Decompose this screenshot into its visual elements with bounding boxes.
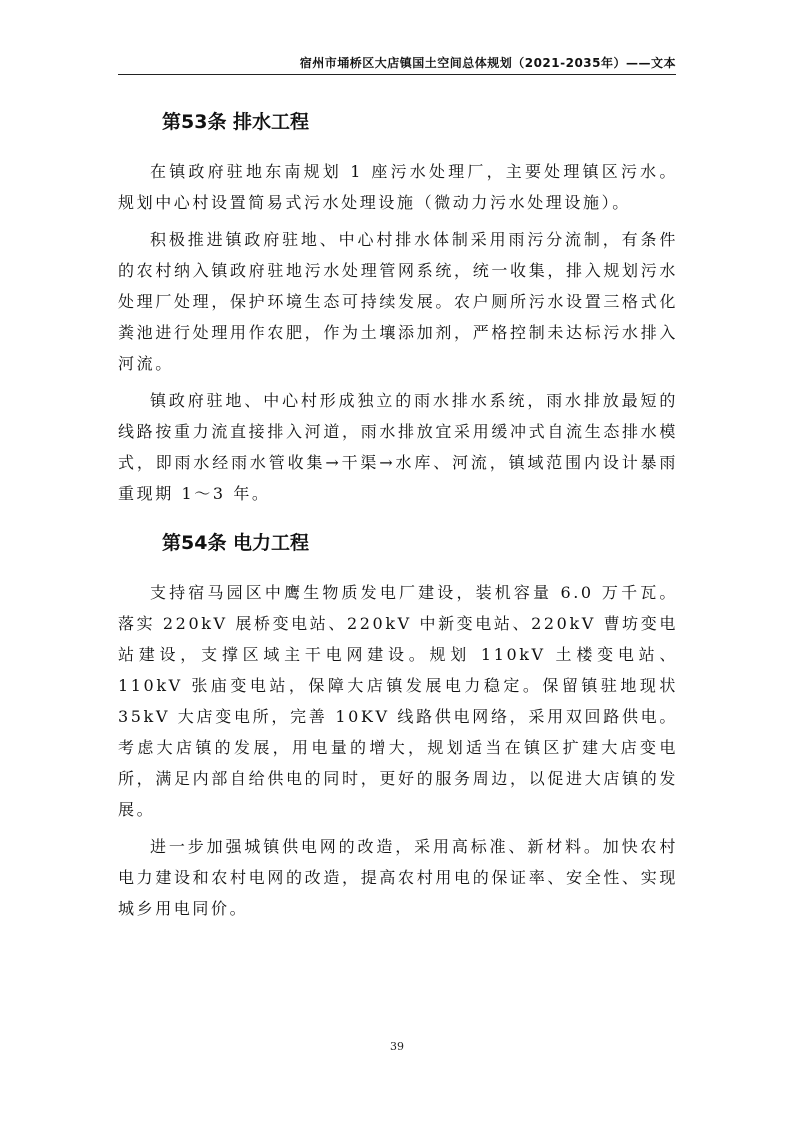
section-title-drainage: 第53条 排水工程	[162, 111, 310, 133]
paragraph: 在镇政府驻地东南规划 1 座污水处理厂，主要处理镇区污水。规划中心村设置简易式污水处理设施（微动力污水处理设施）。	[118, 162, 678, 212]
document-body	[118, 104, 678, 930]
paragraph: 进一步加强城镇供电网的改造，采用高标准、新材料。加快农村电力建设和农村电网的改造，提高农村用电的保证率、安全性、实现城乡用电同价。	[118, 837, 678, 918]
section-title-power: 第54条 电力工程	[162, 532, 310, 554]
header-divider	[118, 74, 676, 75]
paragraph: 积极推进镇政府驻地、中心村排水体制采用雨污分流制，有条件的农村纳入镇政府驻地污水处理管网系统，统一收集，排入规划污水处理厂处理，保护环境生态可持续发展。农户厕所污水设置三格式化粪池进行处理用作农肥，作为土壤添加剂，严格控制未达标污水排入河流。	[118, 230, 678, 373]
paragraph: 镇政府驻地、中心村形成独立的雨水排水系统，雨水排放最短的线路按重力流直接排入河道，雨水排放宜采用缓冲式自流生态排水模式，即雨水经雨水管收集→干渠→水库、河流，镇域范围内设计暴雨重现期 1～3 年。	[118, 391, 678, 503]
paragraph: 支持宿马园区中鹰生物质发电厂建设，装机容量 6.0 万千瓦。落实 220kV 展桥变电站、220kV 中新变电站、220kV 曹坊变电站建设，支撑区域主干电网建设。规划 110kV 土楼变电站、110kV 张庙变电站，保障大店镇发展电力稳定。保留镇驻地现状 35kV 大店变电所，完善 10KV 线路供电网络，采用双回路供电。考虑大店镇的发展，用电量的增大，规划适当在镇区扩建大店变电所，满足内部自给供电的同时，更好的服务周边，以促进大店镇的发展。	[118, 583, 678, 819]
running-header: 宿州市埇桥区大店镇国土空间总体规划（2021-2035年）——文本	[299, 56, 676, 70]
page-number: 39	[390, 1040, 404, 1053]
